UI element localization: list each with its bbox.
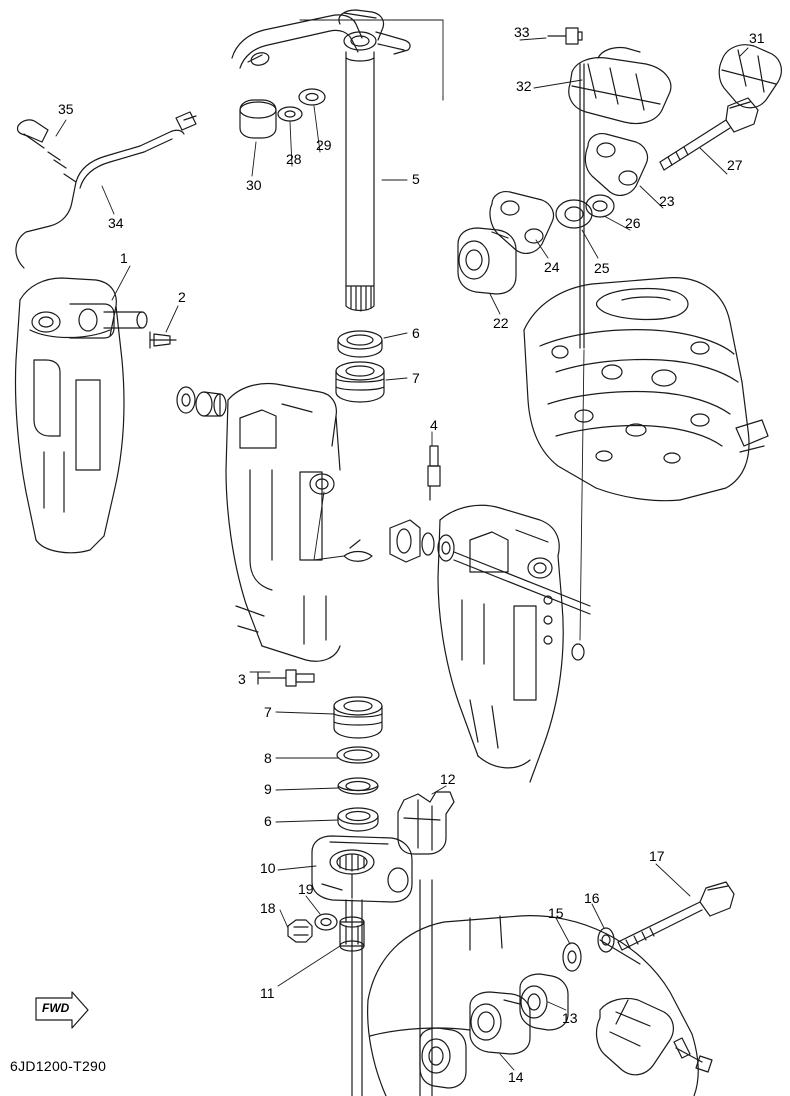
- part-27-bolt: [660, 98, 758, 173]
- part-33-bolt: [548, 28, 582, 44]
- part-25-26-washers: [556, 195, 614, 228]
- left-clamp-bracket: [15, 278, 147, 553]
- callout-31: 31: [749, 30, 765, 46]
- callout-5: 5: [412, 171, 420, 187]
- callout-28: 28: [286, 151, 302, 167]
- callout-10: 10: [260, 860, 276, 876]
- callout-7: 7: [412, 370, 420, 386]
- callout-23: 23: [659, 193, 675, 209]
- callout-27: 27: [727, 157, 743, 173]
- part-24-plate: [490, 192, 554, 254]
- callout-19: 19: [298, 881, 314, 897]
- callout-33: 33: [514, 24, 530, 40]
- callout-13: 13: [562, 1010, 578, 1026]
- part-2-bolt: [150, 332, 176, 348]
- part-7-upper-bushing: [336, 362, 384, 402]
- callout-8: 8: [264, 750, 272, 766]
- part-code-label: 6JD1200-T290: [10, 1058, 107, 1074]
- callout-12: 12: [440, 771, 456, 787]
- part-22-bushing: [458, 228, 516, 294]
- callout-2: 2: [178, 289, 186, 305]
- part-18-nut: [288, 920, 312, 942]
- part-28-washer: [278, 107, 302, 121]
- long-rod: [580, 64, 584, 348]
- callout-14: 14: [508, 1069, 524, 1085]
- cross-shaft-assembly: [390, 520, 590, 614]
- part-15-washer: [563, 943, 581, 971]
- callout-6-lower: 6: [264, 813, 272, 829]
- callout-25: 25: [594, 260, 610, 276]
- callout-4: 4: [430, 417, 438, 433]
- callout-1: 1: [120, 250, 128, 266]
- part-29-washer: [299, 89, 325, 105]
- part-17-bolt: [618, 882, 734, 950]
- part-19-washer: [315, 914, 337, 930]
- lower-right-bracket: [597, 998, 674, 1074]
- lower-right-bolt: [674, 1038, 712, 1072]
- part-6-lower-seal: [338, 808, 378, 831]
- part-7-lower-bushing: [334, 697, 382, 738]
- lower-left-bushing: [420, 1028, 466, 1088]
- part-8-oring: [337, 747, 379, 763]
- lower-unit-housing: [352, 880, 698, 1096]
- callout-16: 16: [584, 890, 600, 906]
- part-6-upper-seal: [338, 331, 382, 357]
- callout-7-lower: 7: [264, 704, 272, 720]
- callout-11: 11: [260, 985, 275, 1001]
- part-5-swivel-shaft: [232, 10, 410, 311]
- callout-29: 29: [316, 137, 332, 153]
- callout-32: 32: [516, 78, 532, 94]
- left-small-washers: [177, 387, 226, 416]
- fwd-label: FWD: [42, 1001, 70, 1015]
- callout-35: 35: [58, 101, 74, 117]
- callout-15: 15: [548, 905, 564, 921]
- part-9-washer: [338, 778, 378, 794]
- callout-34: 34: [108, 215, 124, 231]
- part-31-bracket: [719, 45, 781, 108]
- callout-30: 30: [246, 177, 262, 193]
- callout-18: 18: [260, 900, 276, 916]
- part-4-bolt: [428, 446, 440, 500]
- callout-9: 9: [264, 781, 272, 797]
- callout-24: 24: [544, 259, 560, 275]
- part-30-cap: [240, 100, 276, 138]
- engine-mount-casting: [524, 278, 768, 501]
- callout-22: 22: [493, 315, 509, 331]
- part-10-lower-bracket: [312, 836, 412, 902]
- callout-17: 17: [649, 848, 665, 864]
- callout-26: 26: [625, 215, 641, 231]
- callout-6: 6: [412, 325, 420, 341]
- part-34-35-cable: [16, 112, 196, 268]
- part-23-plate: [585, 134, 647, 196]
- callout-3: 3: [238, 671, 246, 687]
